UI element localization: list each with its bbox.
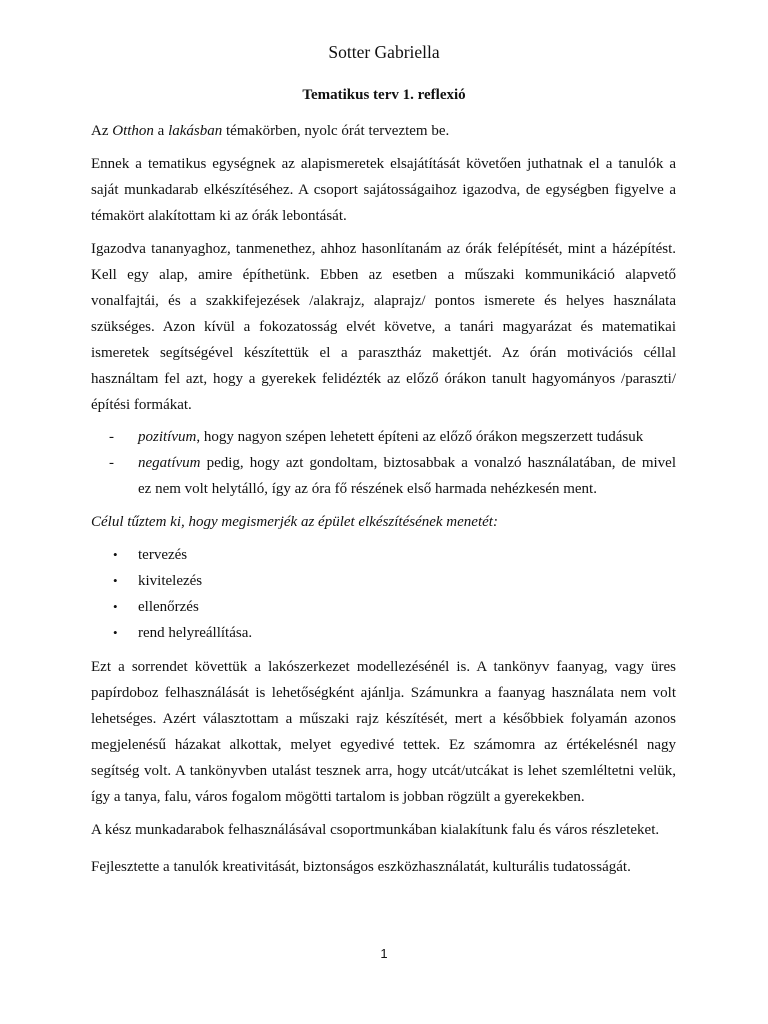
dash-item-positive (91, 424, 676, 450)
list-item (91, 568, 676, 594)
list-item-text: tervezés (138, 547, 188, 563)
paragraph-text: Fejlesztette a tanulók kreativitását, biztonságos eszközhasználatát, kulturális tudatosságát. (91, 859, 631, 875)
author-name: Sotter Gabriella (328, 42, 440, 62)
paragraph-line: Ezt a sorrendet követtük a lakószerkezet modellezésénél is. A tankönyv faanyag, vagy üres (91, 659, 676, 675)
dash-item-negative (91, 450, 676, 502)
dash-item-em: negatívum (138, 455, 201, 471)
paragraph-6 (91, 854, 676, 880)
paragraph-line: használtam fel azt, hogy a gyerekek felidézték az előző órákon tanult hagyományos /paraszti/ (91, 371, 676, 387)
intro-paragraph (91, 118, 676, 144)
list-item (91, 594, 676, 620)
paragraph-line: Kell egy alap, amire építhetünk. Ebben az esetben a műszaki kommunikáció alapvető (91, 267, 676, 283)
bullet-icon: • (113, 599, 118, 614)
intro-suffix: témakörben, nyolc órát terveztem be. (222, 123, 450, 139)
paragraph-line: segítség volt. A tankönyvben utalást tesznek arra, hogy utcát/utcákat is lehet szemléltetni velük, (91, 763, 676, 779)
paragraph-line: ismeretek segítségével készítettük el a parasztház makettjét. Az órán motivációs céllal (91, 345, 676, 361)
list-item (91, 542, 676, 568)
bullet-icon: • (113, 573, 118, 588)
intro-em-lakasban: lakásban (168, 123, 223, 139)
paragraph-line: szükséges. Azon kívül a fokozatosság elvét követve, a tanári magyarázat és matematikai (91, 319, 676, 335)
list-item-text: rend helyreállítása. (138, 625, 253, 641)
paragraph-text: A kész munkadarabok felhasználásával csoportmunkában kialakítunk falu és város részleteket. (91, 822, 660, 838)
dash-item-text: pedig, hogy azt gondoltam, biztosabbak a vonalzó használatában, de mivel (200, 455, 676, 471)
paragraph-4 (91, 654, 676, 810)
goal-text: Célul tűztem ki, hogy megismerjék az épület elkészítésének menetét: (91, 514, 498, 530)
paragraph-2 (91, 151, 676, 229)
document-title: Tematikus terv 1. reflexió (302, 87, 466, 103)
paragraph-line: Igazodva tananyaghoz, tanmenethez, ahhoz hasonlítanám az órák felépítését, mint a házépítést. (91, 241, 676, 257)
intro-prefix: Az (91, 123, 113, 139)
dash-item-text: , hogy nagyon szépen lehetett építeni az előző órákon megszerzett tudásuk (196, 429, 644, 445)
list-item (91, 620, 676, 646)
paragraph-line: saját munkadarab elkészítéséhez. A csoport sajátosságaihoz igazodva, de egységben figyelve a (91, 182, 676, 198)
bullet-icon: • (113, 625, 118, 640)
list-item-text: ellenőrzés (138, 599, 199, 615)
paragraph-line: vonalfajtái, és a szakkifejezések /alakrajz, alaprajz/ pontos ismerete és helyes használata (91, 293, 676, 309)
paragraph-line: Ennek a tematikus egységnek az alapismeretek elsajátítását követően juthatnak el a tanulók a (91, 156, 676, 172)
list-item-text: kivitelezés (138, 573, 203, 589)
paragraph-line: témakört alakítottam ki az órák lebontását. (91, 208, 347, 224)
paragraph-line: megjelenésű házakat alkottak, melyet egyedivé tettek. Ez számomra az értékelésnél nagy (91, 737, 676, 753)
dash-marker: - (109, 455, 114, 471)
dash-marker: - (109, 429, 114, 445)
paragraph-3 (91, 236, 676, 418)
paragraph-line: papírdoboz felhasználását is lehetőségként ajánlja. Számunkra a faanyag használata nem volt (91, 685, 676, 701)
paragraph-5 (91, 817, 676, 843)
paragraph-line: lehetséges. Azért választottam a műszaki rajz készítését, mert a későbbiek folyamán azonos (91, 711, 676, 727)
bullet-list (91, 542, 676, 646)
page-number: 1 (380, 946, 388, 961)
paragraph-line: így a tanya, falu, város fogalom mögötti tartalom is jobban rögzült a gyerekekben. (91, 789, 585, 805)
intro-mid: a (153, 123, 169, 139)
paragraph-line: építési formákat. (91, 397, 192, 413)
dash-list (91, 424, 676, 502)
goal-statement (91, 509, 676, 535)
dash-item-em: pozitívum (138, 429, 197, 445)
bullet-icon: • (113, 547, 118, 562)
dash-item-text: ez nem volt helytálló, így az óra fő részének első harmada nehézkesén ment. (138, 481, 597, 497)
intro-em-otthon: Otthon (112, 123, 154, 139)
